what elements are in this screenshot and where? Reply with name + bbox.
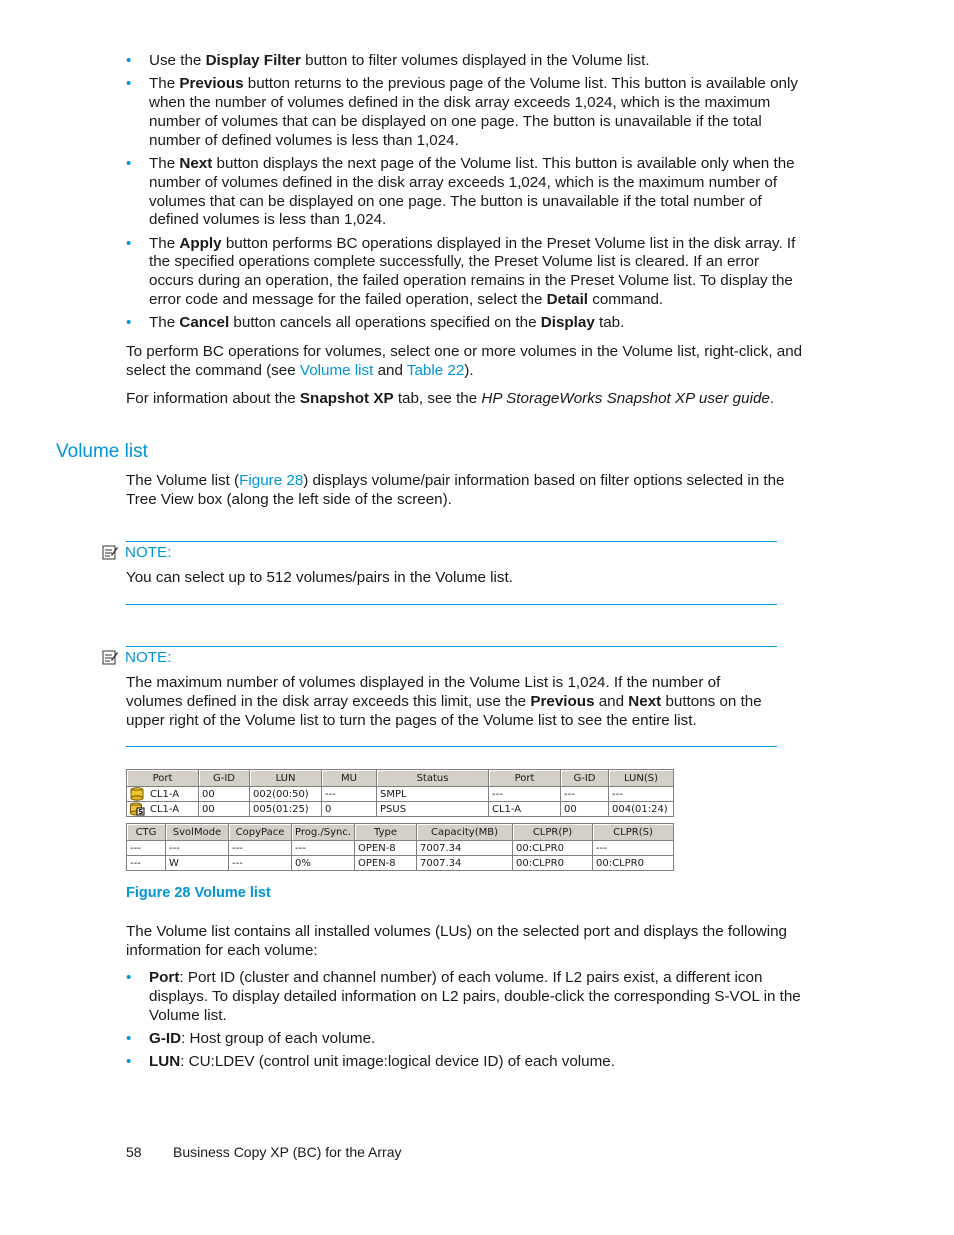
bottom-bullet-item-1-bold-0: G-ID bbox=[149, 1029, 182, 1047]
pairs-table-header-status[interactable]: Status bbox=[377, 770, 489, 787]
top-bullet-list bbox=[126, 52, 806, 338]
top-bullet-item-0 bbox=[126, 52, 806, 71]
svg-text:S: S bbox=[138, 808, 144, 816]
details-table-header-copypace[interactable]: CopyPace bbox=[229, 824, 292, 841]
top-bullet-item-1-bold-1: Previous bbox=[179, 75, 244, 93]
volume-list-intro-paragraph-link-1[interactable]: Figure 28 bbox=[239, 472, 304, 489]
top-bullet-item-0-text-2: button to filter volumes displayed in the Volume list. bbox=[300, 52, 650, 69]
snapshot-info-paragraph-text-2: tab, see the bbox=[393, 390, 482, 407]
details-table-header-ctg[interactable]: CTG bbox=[127, 824, 166, 841]
note-2-text-bold-1: Previous bbox=[530, 692, 595, 710]
bottom-bullet-item-0-text-1: : Port ID (cluster and channel number) of each volume. If L2 pairs exist, a different icon displays. To display detailed information on L2 pairs, double-click the corresponding S-VOL in the Volume list. bbox=[149, 969, 801, 1024]
pairs-table-header-lun-s[interactable]: LUN(S) bbox=[609, 770, 674, 787]
top-bullet-item-0-text-0: Use the bbox=[149, 52, 206, 69]
details-table-cell: --- bbox=[593, 841, 674, 856]
note-2-text-bold-3: Next bbox=[628, 692, 662, 710]
volume-list-intro-paragraph-text-2: ) displays volume/pair information based on filter options selected in the Tree View box (along the left side of the screen). bbox=[126, 472, 785, 508]
top-bullet-item-1 bbox=[126, 75, 806, 150]
bottom-bullet-item-2-text-1: : CU:LDEV (control unit image:logical device ID) of each volume. bbox=[180, 1053, 615, 1071]
pairs-table-cell: 004(01:24) bbox=[609, 802, 674, 817]
perform-operations-paragraph bbox=[126, 343, 806, 381]
details-table-cell: --- bbox=[292, 841, 355, 856]
details-table-cell: 7007.34 bbox=[417, 856, 513, 871]
details-table-cell: --- bbox=[229, 856, 292, 871]
pairs-table-header-mu[interactable]: MU bbox=[322, 770, 377, 787]
bullet-icon: • bbox=[126, 234, 132, 252]
footer-title: Business Copy XP (BC) for the Array bbox=[173, 1144, 402, 1160]
figure-caption: Figure 28 Volume list bbox=[126, 885, 271, 901]
perform-operations-paragraph-text-4: ). bbox=[464, 361, 474, 379]
note-1-text: You can select up to 512 volumes/pairs in the Volume list. bbox=[126, 569, 513, 586]
pairs-table-cell-text: CL1-A bbox=[150, 788, 180, 800]
volume-list-table-pairs bbox=[126, 769, 674, 817]
top-bullet-item-3-bold-3: Detail bbox=[546, 291, 589, 309]
note-1-top-rule bbox=[126, 541, 777, 542]
page-number: 58 bbox=[126, 1144, 142, 1160]
details-table-header-clpr-p[interactable]: CLPR(P) bbox=[513, 824, 593, 841]
note-2-top-rule bbox=[126, 646, 777, 647]
snapshot-info-paragraph bbox=[126, 390, 806, 409]
note-2-text-text-2: and bbox=[594, 692, 629, 710]
top-bullet-item-4 bbox=[126, 314, 806, 333]
volume-list-contains-paragraph: The Volume list contains all installed volumes (LUs) on the selected port and displays the following information for each volume: bbox=[126, 923, 788, 959]
details-table-header-capacity-mb[interactable]: Capacity(MB) bbox=[417, 824, 513, 841]
top-bullet-item-0-bold-1: Display Filter bbox=[205, 52, 301, 69]
psus-volume-icon bbox=[129, 802, 145, 816]
pairs-table-header-port[interactable]: Port bbox=[489, 770, 561, 787]
pairs-table-header-lun[interactable]: LUN bbox=[250, 770, 322, 787]
volume-list-intro-paragraph-text-0: The Volume list ( bbox=[126, 472, 240, 489]
top-bullet-item-3-bold-1: Apply bbox=[179, 234, 222, 252]
note-1-bottom-rule bbox=[126, 604, 777, 605]
top-bullet-item-4-bold-1: Cancel bbox=[179, 314, 230, 332]
details-table-header-clpr-s[interactable]: CLPR(S) bbox=[593, 824, 674, 841]
table-row[interactable] bbox=[127, 856, 674, 871]
bottom-bullet-item-2-bold-0: LUN bbox=[149, 1053, 181, 1071]
bottom-bullet-item-1 bbox=[126, 1030, 806, 1049]
table-row[interactable] bbox=[127, 787, 674, 802]
note-2-bottom-rule bbox=[126, 746, 777, 747]
details-table-header-svolmode[interactable]: SvolMode bbox=[166, 824, 229, 841]
note-2-text-text-4: buttons on the upper right of the Volume list to turn the pages of the Volume list to see the entire list. bbox=[126, 692, 762, 729]
pairs-table-cell: 00 bbox=[199, 787, 250, 802]
details-table-header-prog-sync[interactable]: Prog./Sync. bbox=[292, 824, 355, 841]
details-table-cell: --- bbox=[229, 841, 292, 856]
top-bullet-item-2 bbox=[126, 155, 806, 230]
table-row[interactable] bbox=[127, 802, 674, 817]
top-bullet-item-3 bbox=[126, 235, 806, 310]
bullet-icon: • bbox=[126, 314, 132, 332]
details-table-cell: --- bbox=[127, 841, 166, 856]
pairs-table-header-g-id[interactable]: G-ID bbox=[199, 770, 250, 787]
bottom-bullet-item-0-bold-0: Port bbox=[149, 969, 180, 986]
note-2-label bbox=[102, 649, 171, 668]
bullet-icon: • bbox=[126, 1029, 132, 1047]
pairs-table-cell: 002(00:50) bbox=[250, 787, 322, 802]
volume-list-table-details bbox=[126, 823, 674, 871]
pairs-table-cell: --- bbox=[561, 787, 609, 802]
top-bullet-item-2-text-0: The bbox=[149, 154, 180, 172]
note-1-label-text: NOTE: bbox=[125, 544, 172, 561]
pairs-table-cell: SMPL bbox=[377, 787, 489, 802]
details-table-cell: 00:CLPR0 bbox=[513, 856, 593, 871]
top-bullet-item-3-text-0: The bbox=[149, 234, 180, 252]
perform-operations-paragraph-link-1[interactable]: Volume list bbox=[299, 361, 374, 379]
details-table-cell: OPEN-8 bbox=[355, 856, 417, 871]
pairs-table-cell: --- bbox=[322, 787, 377, 802]
bottom-bullet-item-0 bbox=[126, 969, 806, 1025]
top-bullet-item-4-bold-3: Display bbox=[540, 314, 595, 332]
pairs-table-header-g-id[interactable]: G-ID bbox=[561, 770, 609, 787]
bullet-icon: • bbox=[126, 1053, 132, 1071]
top-bullet-item-2-bold-1: Next bbox=[179, 154, 213, 172]
details-table-cell: --- bbox=[166, 841, 229, 856]
pairs-table-cell: PSUS bbox=[377, 802, 489, 817]
note-pad-icon bbox=[102, 649, 119, 665]
perform-operations-paragraph-text-2: and bbox=[373, 361, 407, 379]
snapshot-info-paragraph-italic-3: HP StorageWorks Snapshot XP user guide bbox=[481, 390, 770, 407]
note-1-label bbox=[102, 544, 171, 563]
pairs-table-cell: CL1-A bbox=[489, 802, 561, 817]
pairs-table-cell: 00 bbox=[561, 802, 609, 817]
top-bullet-item-4-text-0: The bbox=[149, 314, 180, 332]
pairs-table-cell: 00 bbox=[199, 802, 250, 817]
pairs-table-cell-text: CL1-A bbox=[150, 803, 180, 815]
volume-list-intro-paragraph bbox=[126, 472, 806, 510]
bullet-icon: • bbox=[126, 969, 132, 986]
details-table-cell: 00:CLPR0 bbox=[513, 841, 593, 856]
note-pad-icon bbox=[102, 544, 119, 560]
pairs-table-cell: --- bbox=[489, 787, 561, 802]
pairs-table-cell bbox=[127, 787, 199, 802]
details-table-cell: 7007.34 bbox=[417, 841, 513, 856]
pairs-table-cell: --- bbox=[609, 787, 674, 802]
snapshot-info-paragraph-bold-1: Snapshot XP bbox=[299, 390, 394, 407]
details-table-cell: W bbox=[166, 856, 229, 871]
bullet-icon: • bbox=[126, 75, 132, 93]
note-2-text-text-0: The maximum number of volumes displayed in the Volume List is 1,024. If the number of volumes defined in the disk array exceeds this limit, use the bbox=[126, 674, 721, 710]
snapshot-info-paragraph-text-4: . bbox=[769, 390, 775, 407]
smpl-volume-icon bbox=[129, 787, 145, 801]
snapshot-info-paragraph-text-0: For information about the bbox=[126, 390, 300, 407]
pairs-table-cell: 005(01:25) bbox=[250, 802, 322, 817]
pairs-table-cell: 0 bbox=[322, 802, 377, 817]
table-row[interactable] bbox=[127, 841, 674, 856]
top-bullet-item-3-text-2: button performs BC operations displayed in the Preset Volume list in the disk array. If the specified operations complete successfully, the Preset Volume list is cleared. If an error occurs during an operation, the failed operation remains in the Preset Volume list. To display the error code and message for the failed operation, select the bbox=[149, 234, 796, 309]
details-table-header-type[interactable]: Type bbox=[355, 824, 417, 841]
details-table-cell: --- bbox=[127, 856, 166, 871]
bottom-bullet-list bbox=[126, 969, 806, 1076]
bullet-icon: • bbox=[126, 154, 132, 172]
pairs-table-cell bbox=[127, 802, 199, 817]
top-bullet-item-1-text-2: button returns to the previous page of the Volume list. This button is available only when the number of volumes defined in the disk array exceeds 1,024, which is the maximum number of volumes that can be displayed on one page. The button is unavailable if the total number of defined volumes is less than 1,024. bbox=[149, 75, 798, 149]
pairs-table-header-port[interactable]: Port bbox=[127, 770, 199, 787]
top-bullet-item-2-text-2: button displays the next page of the Volume list. This button is available only when the number of volumes defined in the disk array exceeds 1,024, which is the maximum number of volumes that can be displayed on one page. The button is unavailable if the total number of defined volumes is less than 1,024. bbox=[149, 154, 795, 229]
perform-operations-paragraph-text-0: To perform BC operations for volumes, select one or more volumes in the Volume list, right-click, and select the command (see bbox=[126, 343, 803, 379]
note-2-text bbox=[126, 674, 777, 730]
perform-operations-paragraph-link-3[interactable]: Table 22 bbox=[406, 361, 465, 379]
details-table-cell: OPEN-8 bbox=[355, 841, 417, 856]
top-bullet-item-4-text-4: tab. bbox=[594, 314, 625, 332]
note-2-label-text: NOTE: bbox=[125, 649, 172, 666]
top-bullet-item-3-text-4: command. bbox=[588, 291, 664, 309]
section-heading-volume-list: Volume list bbox=[56, 441, 148, 462]
bottom-bullet-item-2 bbox=[126, 1053, 806, 1072]
bottom-bullet-item-1-text-1: : Host group of each volume. bbox=[181, 1029, 376, 1047]
details-table-cell: 00:CLPR0 bbox=[593, 856, 674, 871]
details-table-cell: 0% bbox=[292, 856, 355, 871]
bullet-icon: • bbox=[126, 52, 132, 69]
top-bullet-item-4-text-2: button cancels all operations specified on the bbox=[229, 314, 541, 332]
top-bullet-item-1-text-0: The bbox=[149, 75, 180, 93]
